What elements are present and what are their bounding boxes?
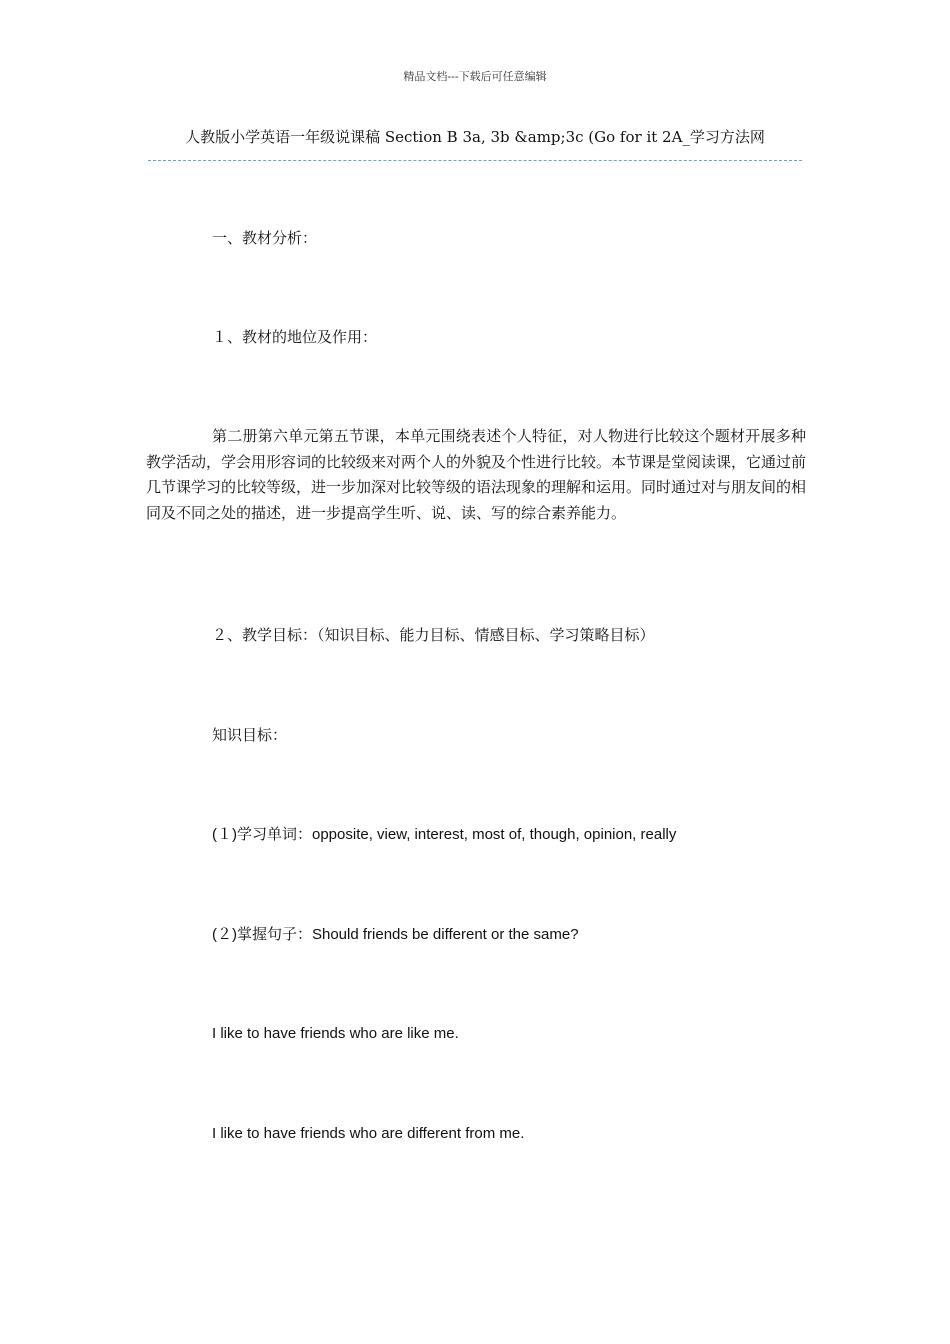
subsection-1-heading: １、教材的地位及作用：: [212, 328, 378, 346]
subsection-2-heading: ２、教学目标：（知识目标、能力目标、情感目标、学习策略目标）: [212, 626, 655, 644]
knowledge-goals-heading: 知识目标：: [212, 726, 288, 744]
page-header-caption: 精品文档---下载后可任意编辑: [403, 70, 547, 83]
example-sentence-1: I like to have friends who are like me.: [212, 1025, 459, 1042]
title-divider: [148, 160, 802, 161]
section-1-heading: 一、教材分析：: [212, 229, 318, 247]
subsection-1-body: 第二册第六单元第五节课，本单元围绕表述个人特征，对人物进行比较这个题材开展多种教学活动，学会用形容词的比较级来对两个人的外貌及个性进行比较。本节课是堂阅读课，它通过前几节课学习的比较等级，进一步加深对比较等级的语法现象的理解和运用。同时通过对与朋友间的相同及不同之处的描述，进一步提高学生听、说、读、写的综合素养能力。: [146, 427, 807, 522]
document-title: 人教版小学英语一年级说课稿 Section B 3a, 3b &amp;3c (Go for it 2A_学习方法网: [185, 128, 765, 146]
vocabulary-item: (１)学习单词：opposite, view, interest, most of, though, opinion, really: [212, 826, 677, 843]
example-sentence-2: I like to have friends who are different from me.: [212, 1125, 525, 1142]
sentence-pattern-item: (２)掌握句子：Should friends be different or the same?: [212, 926, 579, 943]
